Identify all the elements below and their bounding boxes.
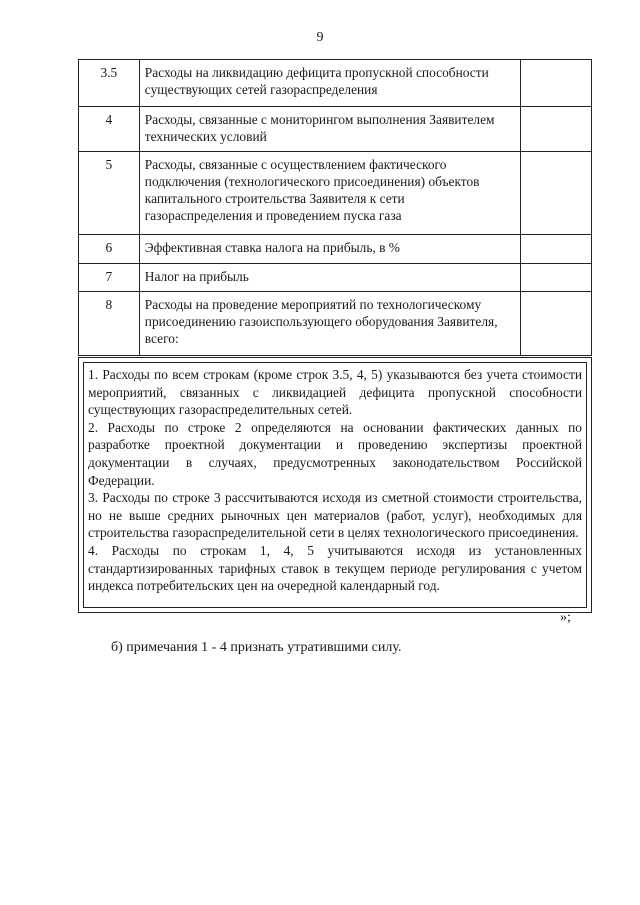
row-value — [521, 264, 592, 292]
table-row — [79, 235, 592, 264]
note-paragraph: 2. Расходы по строке 2 определяются на основании фактических данных по разработке проектной документации и проведению экспертизы проектной документации в случаях, предусмотренных законодательством Российской Федерации. — [88, 419, 582, 488]
row-number: 8 — [79, 292, 140, 356]
row-number: 3.5 — [79, 60, 140, 107]
row-number: 6 — [79, 235, 140, 264]
row-number: 7 — [79, 264, 140, 292]
row-number: 5 — [79, 152, 140, 235]
table-row — [79, 107, 592, 152]
table-row — [79, 292, 592, 356]
row-value — [521, 235, 592, 264]
table-row — [79, 152, 592, 235]
row-description: Расходы на ликвидацию дефицита пропускной способности существующих сетей газораспределения — [139, 60, 521, 107]
row-value — [521, 292, 592, 356]
amendment-text: б) примечания 1 - 4 признать утратившими силу. — [111, 640, 402, 655]
row-description: Расходы на проведение мероприятий по технологическому присоединению газоиспользующего оборудования Заявителя, всего: — [139, 292, 521, 356]
note-paragraph: 4. Расходы по строкам 1, 4, 5 учитываются исходя из установленных стандартизированных тарифных ставок в текущем периоде регулирования с учетом индекса потребительских цен на очередной календарный год. — [88, 542, 582, 594]
table-row — [79, 60, 592, 107]
note-paragraph: 3. Расходы по строке 3 рассчитываются исходя из сметной стоимости строительства, но не выше средних рыночных цен материалов (работ, услуг), необходимых для строительства газораспределительной сети в целях технологического присоединения. — [88, 490, 582, 541]
row-description: Эффективная ставка налога на прибыль, в % — [139, 235, 521, 264]
notes-box — [78, 357, 592, 613]
row-number: 4 — [79, 107, 140, 152]
note-paragraph: 1. Расходы по всем строкам (кроме строк 3.5, 4, 5) указываются без учета стоимости мероприятий, связанных с ликвидацией дефицита пропускной способности существующих газораспределительных сетей. — [88, 367, 582, 418]
row-value — [521, 60, 592, 107]
row-description: Расходы, связанные с осуществлением фактического подключения (технологического присоединения) объектов капитального строительства Заявителя к сети газораспределения и проведением пуска газа — [139, 152, 521, 235]
row-value — [521, 107, 592, 152]
notes-content — [83, 362, 587, 608]
table-row — [79, 264, 592, 292]
row-value — [521, 152, 592, 235]
row-description: Налог на прибыль — [139, 264, 521, 292]
row-description: Расходы, связанные с мониторингом выполнения Заявителем технических условий — [139, 107, 521, 152]
closing-quote: »; — [560, 610, 571, 625]
cost-table — [78, 59, 592, 356]
page-number: 9 — [316, 30, 324, 45]
